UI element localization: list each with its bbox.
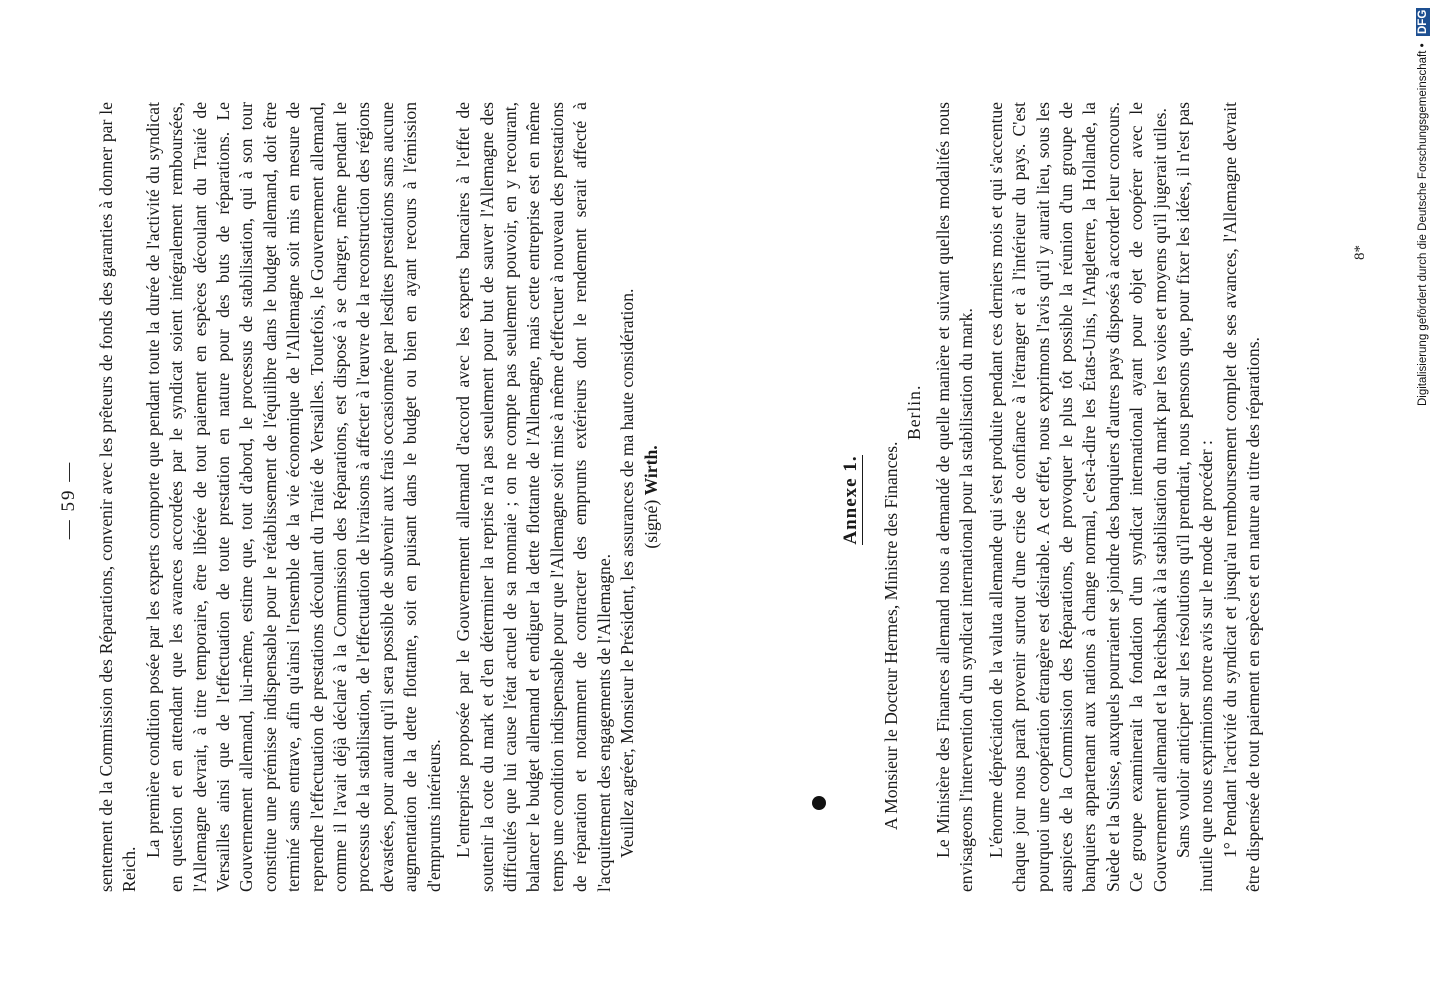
signature-mark: 8* [1352, 245, 1368, 260]
bullet-dot [812, 796, 826, 810]
digitization-note [1416, 8, 1430, 788]
annexe-paragraph-1: Le Ministère des Finances allemand nous a demandé de quelle manière et suivant quelles modalités nous envisageons l'intervention d'un syndicat international pour la stabilisation du mark. [933, 102, 977, 892]
annexe-address: A Monsieur le Docteur Hermes, Ministre des Finances. [881, 441, 901, 830]
paragraph-closing: Veuillez agréer, Monsieur le Président, les assurances de ma haute considération. [616, 288, 637, 858]
page-number: — 59 — [58, 460, 79, 540]
annexe-paragraph-4: 1° Pendant l'activité du syndicat et jusqu'au remboursement complet de ses avances, l'Allemagne devrait être dispensée de tout paiement en espèces et en nature au titre des réparations. [1219, 102, 1264, 892]
annexe-city: Berlin. [904, 384, 924, 440]
signature-name: Wirth. [641, 445, 662, 496]
annexe-body [932, 102, 1266, 892]
annexe-paragraph-3: Sans vouloir anticiper sur les résolutions qu'il prendrait, nous pensons que, pour fixer les idées, il n'est pas inutile que nous exprimions notre avis sur le mode de procéder : [1173, 102, 1217, 892]
annexe-title: Annexe 1. [840, 455, 861, 545]
paragraph-entreprise: L'entreprise proposée par le Gouvernement allemand d'accord avec les experts bancaires à l'effet de soutenir la cote du mark et d'en déterminer la reprise n'a pas seulement pour but de sauver l'Allemagne des difficultés que lui cause l'état actuel de sa monnaie ; on ne compte pas seulement pouvoir, en y recourant, balancer le budget allemand et endiguer la dette flottante de l'Allemagne, mais cette entreprise est en même temps une condition indispensable pour que l'Allemagne soit mise à même d'effectuer à nouveau des prestations de réparation et notamment de contracter des emprunts extérieurs dont le rendement serait affecté à l'acquittement des engagements de l'Allemagne. [453, 102, 614, 892]
continuation-paragraph: sentement de la Commission des Réparations, convenir avec les prêteurs de fonds des garanties à donner par le Reich. [96, 102, 140, 892]
digitization-text: Digitalisierung gefördert durch die Deutsche Forschungsgemeinschaft • [1417, 43, 1429, 407]
signature-prefix: (signé) [641, 499, 662, 549]
annexe-paragraph-2: L'énorme dépréciation de la valuta allemande qui s'est produite pendant ces derniers mois et qui s'accentue chaque jour nous paraît provenir surtout d'une crise de confiance à l'étranger et à l'intérieur du pays. C'est pourquoi une coopération étrangère est désirable. A cet effet, nous exprimons l'avis qu'il y aurait lieu, sous les auspices de la Commission des Réparations, de provoquer le plus tôt possible la réunion d'un groupe de banquiers appartenant aux nations à change normal, c'est-à-dire les États-Unis, l'Angleterre, la Hollande, la Suède et la Suisse, auxquels pourraient se joindre des banquiers d'autres pays disposés à accorder leur concours. Ce groupe examinerait la fondation d'un syndicat international ayant pour objet de coopérer avec le Gouvernement allemand et la Reichsbank à la stabilisation du mark par les voies et moyens qu'il jugerait utiles. [985, 102, 1170, 892]
letter-body [95, 102, 662, 892]
signature [641, 102, 662, 892]
dfg-logo: DFG [1417, 10, 1429, 35]
paragraph-conditions: La première condition posée par les experts comporte que pendant toute la durée de l'activité du syndicat en question et en attendant que les avances accordées par le syndicat soient intégralement remboursées, l'Allemagne devrait, à titre temporaire, être libérée de tout paiement en espèces découlant du Traité de Versailles ainsi que de l'effectuation de toute prestation en nature pour des buts de réparations. Le Gouvernement allemand, lui-même, estime que, tout d'abord, le processus de stabilisation, qui à son tour constitue une prémisse indispensable pour le rétablissement de l'équilibre dans le budget allemand, doit être terminé sans entrave, afin qu'ainsi l'ensemble de la vie économique de l'Allemagne soit mis en mesure de reprendre l'effectuation de prestations découlant du Traité de Versailles. Toutefois, le Gouvernement allemand, comme il l'avait déjà déclaré à la Commission des Réparations, est disposé à se charger, même pendant le processus de la stabilisation, de l'effectuation de livraisons à affecter à l'œuvre de la reconstruction des régions devastées, pour autant qu'il sera possible de subvenir aux frais occasionnée par lesdites prestations sans aucune augmentation de la dette flottante, soit en puisant dans le budget ou bien en ayant recours à l'émission d'emprunts intérieurs. [142, 102, 444, 892]
